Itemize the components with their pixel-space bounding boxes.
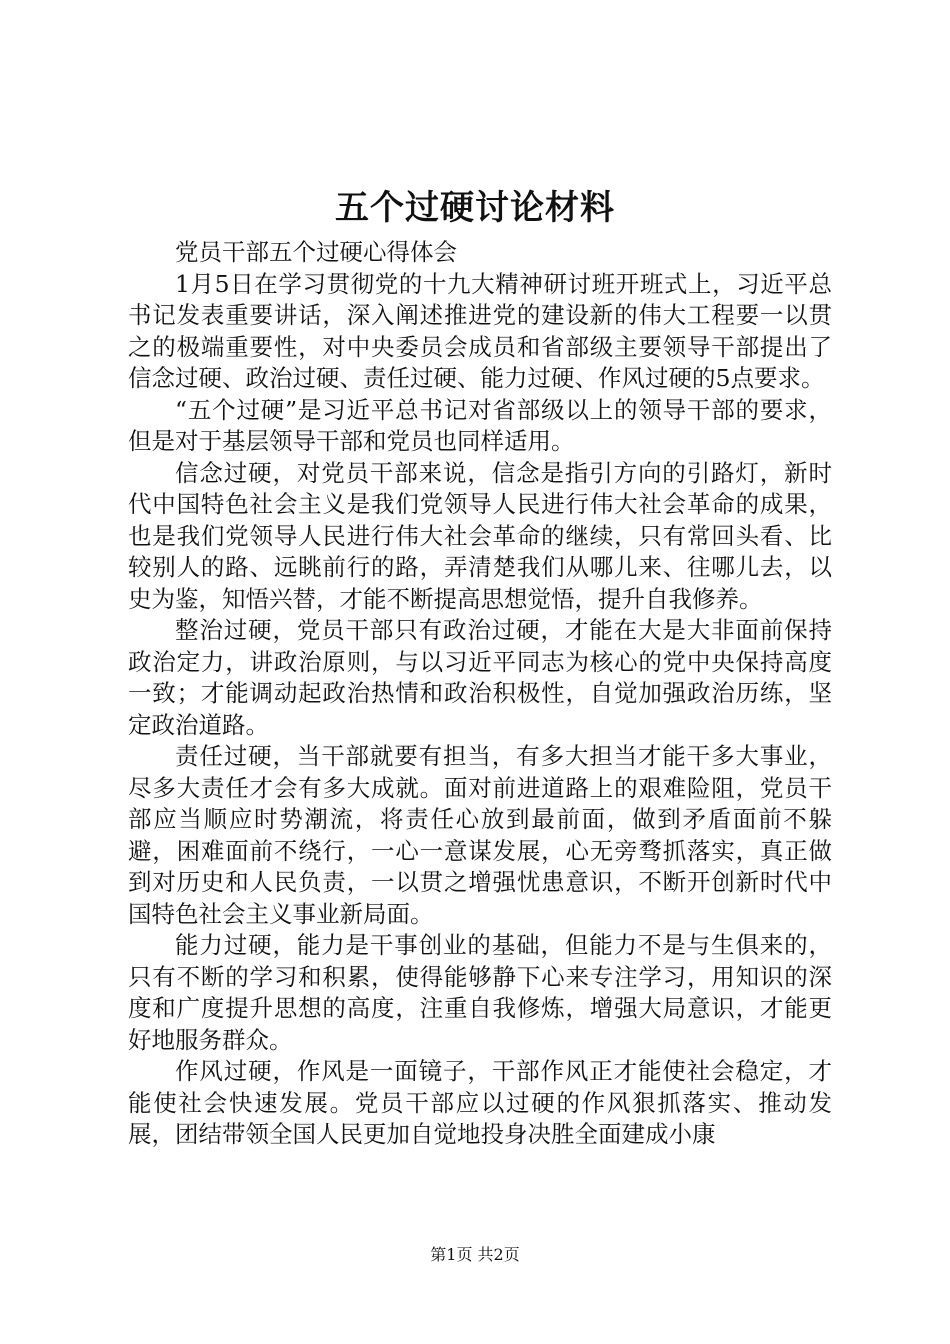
paragraph-five-hard: “五个过硬”是习近平总书记对省部级以上的领导干部的要求，但是对于基层领导干部和党员也同样适用。 xyxy=(128,395,832,455)
document-body xyxy=(128,237,832,1151)
paragraph-politics: 整治过硬，党员干部只有政治过硬，才能在大是大非面前保持政治定力，讲政治原则，与以习近平同志为核心的党中央保持高度一致；才能调动起政治热情和政治积极性，自觉加强政治历练，坚定政治道路。 xyxy=(128,616,832,739)
page-footer: 第1页 共2页 xyxy=(430,1245,520,1264)
paragraph-ability: 能力过硬，能力是干事创业的基础，但能力不是与生俱来的，只有不断的学习和积累，使得能够静下心来专注学习，用知识的深度和广度提升思想的高度，注重自我修炼，增强大局意识，才能更好地服务群众。 xyxy=(128,931,832,1054)
document-title: 五个过硬讨论材料 xyxy=(335,188,615,228)
paragraph-responsibility: 责任过硬，当干部就要有担当，有多大担当才能干多大事业，尽多大责任才会有多大成就。面对前进道路上的艰难险阻，党员干部应当顺应时势潮流，将责任心放到最前面，做到矛盾面前不躲避，困难面前不绕行，一心一意谋发展，心无旁骛抓落实，真正做到对历史和人民负责，一以贯之增强忧患意识，不断开创新时代中国特色社会主义事业新局面。 xyxy=(128,742,832,928)
document-subtitle: 党员干部五个过硬心得体会 xyxy=(175,238,457,266)
paragraph-belief: 信念过硬，对党员干部来说，信念是指引方向的引路灯，新时代中国特色社会主义是我们党领导人民进行伟大社会革命的成果，也是我们党领导人民进行伟大社会革命的继续，只有常回头看、比较别人的路、远眺前行的路，弄清楚我们从哪儿来、往哪儿去，以史为鉴，知悟兴替，才能不断提高思想觉悟，提升自我修养。 xyxy=(128,458,832,613)
paragraph-style: 作风过硬，作风是一面镜子，干部作风正才能使社会稳定，才能使社会快速发展。党员干部应以过硬的作风狠抓落实、推动发展，团结带领全国人民更加自觉地投身决胜全面建成小康 xyxy=(128,1057,832,1148)
paragraph-intro: 1月5日在学习贯彻党的十九大精神研讨班开班式上，习近平总书记发表重要讲话，深入阐述推进党的建设新的伟大工程要一以贯之的极端重要性，对中央委员会成员和省部级主要领导干部提出了信念过硬、政治过硬、责任过硬、能力过硬、作风过硬的5点要求。 xyxy=(128,269,832,392)
